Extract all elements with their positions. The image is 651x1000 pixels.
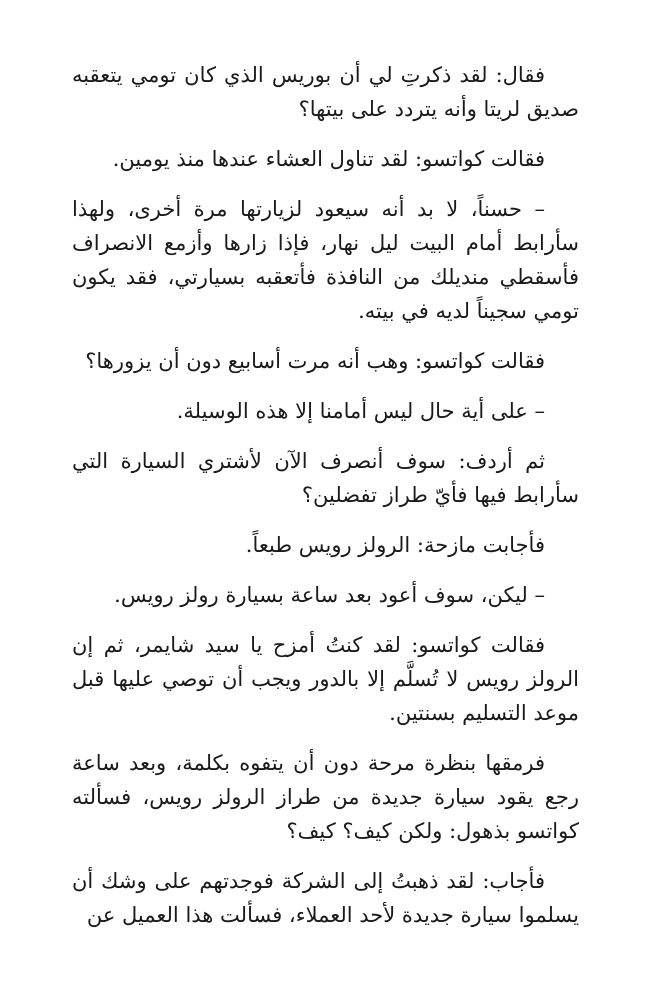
paragraph-10: فرمقها بنظرة مرحة دون أن يتفوه بكلمة، وبعد ساعة رجع يقود سيارة جديدة من طراز الرولز رويس، فسألته كواتسو بذهول: ولكن كيف؟ كيف؟: [72, 751, 579, 843]
paragraph-5: – على أية حال ليس أمامنا إلا هذه الوسيلة.: [176, 399, 545, 423]
paragraph-6: ثم أردف: سوف أنصرف الآن لأشتري السيارة التي سأرابط فيها فأيّ طراز تفضلين؟: [72, 449, 579, 507]
paragraph-4: فقالت كواتسو: وهب أنه مرت أسابيع دون أن يزورها؟: [85, 349, 545, 373]
paragraph-8: – ليكن، سوف أعود بعد ساعة بسيارة رولز رويس.: [114, 583, 545, 607]
paragraph-9: فقالت كواتسو: لقد كنتُ أمزح يا سيد شايمر، ثم إن الرولز رويس لا تُسلَّم إلا بالدور ويجب أن توصي عليها قبل موعد التسليم بسنتين.: [72, 633, 579, 725]
paragraph-1: فقال: لقد ذكرتِ لي أن بوريس الذي كان تومي يتعقبه صديق لريتا وأنه يتردد على بيتها؟: [72, 63, 579, 121]
paragraph-11: فأجاب: لقد ذهبتُ إلى الشركة فوجدتهم على وشك أن يسلموا سيارة جديدة لأحد العملاء، فسألت هذا العميل عن: [72, 869, 579, 927]
paragraph-2: فقالت كواتسو: لقد تناول العشاء عندها منذ يومين.: [112, 147, 545, 171]
paragraph-3: – حسناً، لا بد أنه سيعود لزيارتها مرة أخرى، ولهذا سأرابط أمام البيت ليل نهار، فإذا زارها وأزمع الانصراف فأسقطي منديلك من النافذة فأتعقبه بسيارتي، فقد يكون تومي سجيناً لديه في بيته.: [72, 197, 579, 323]
paragraph-7: فأجابت مازحة: الرولز رويس طبعاً.: [245, 533, 545, 557]
